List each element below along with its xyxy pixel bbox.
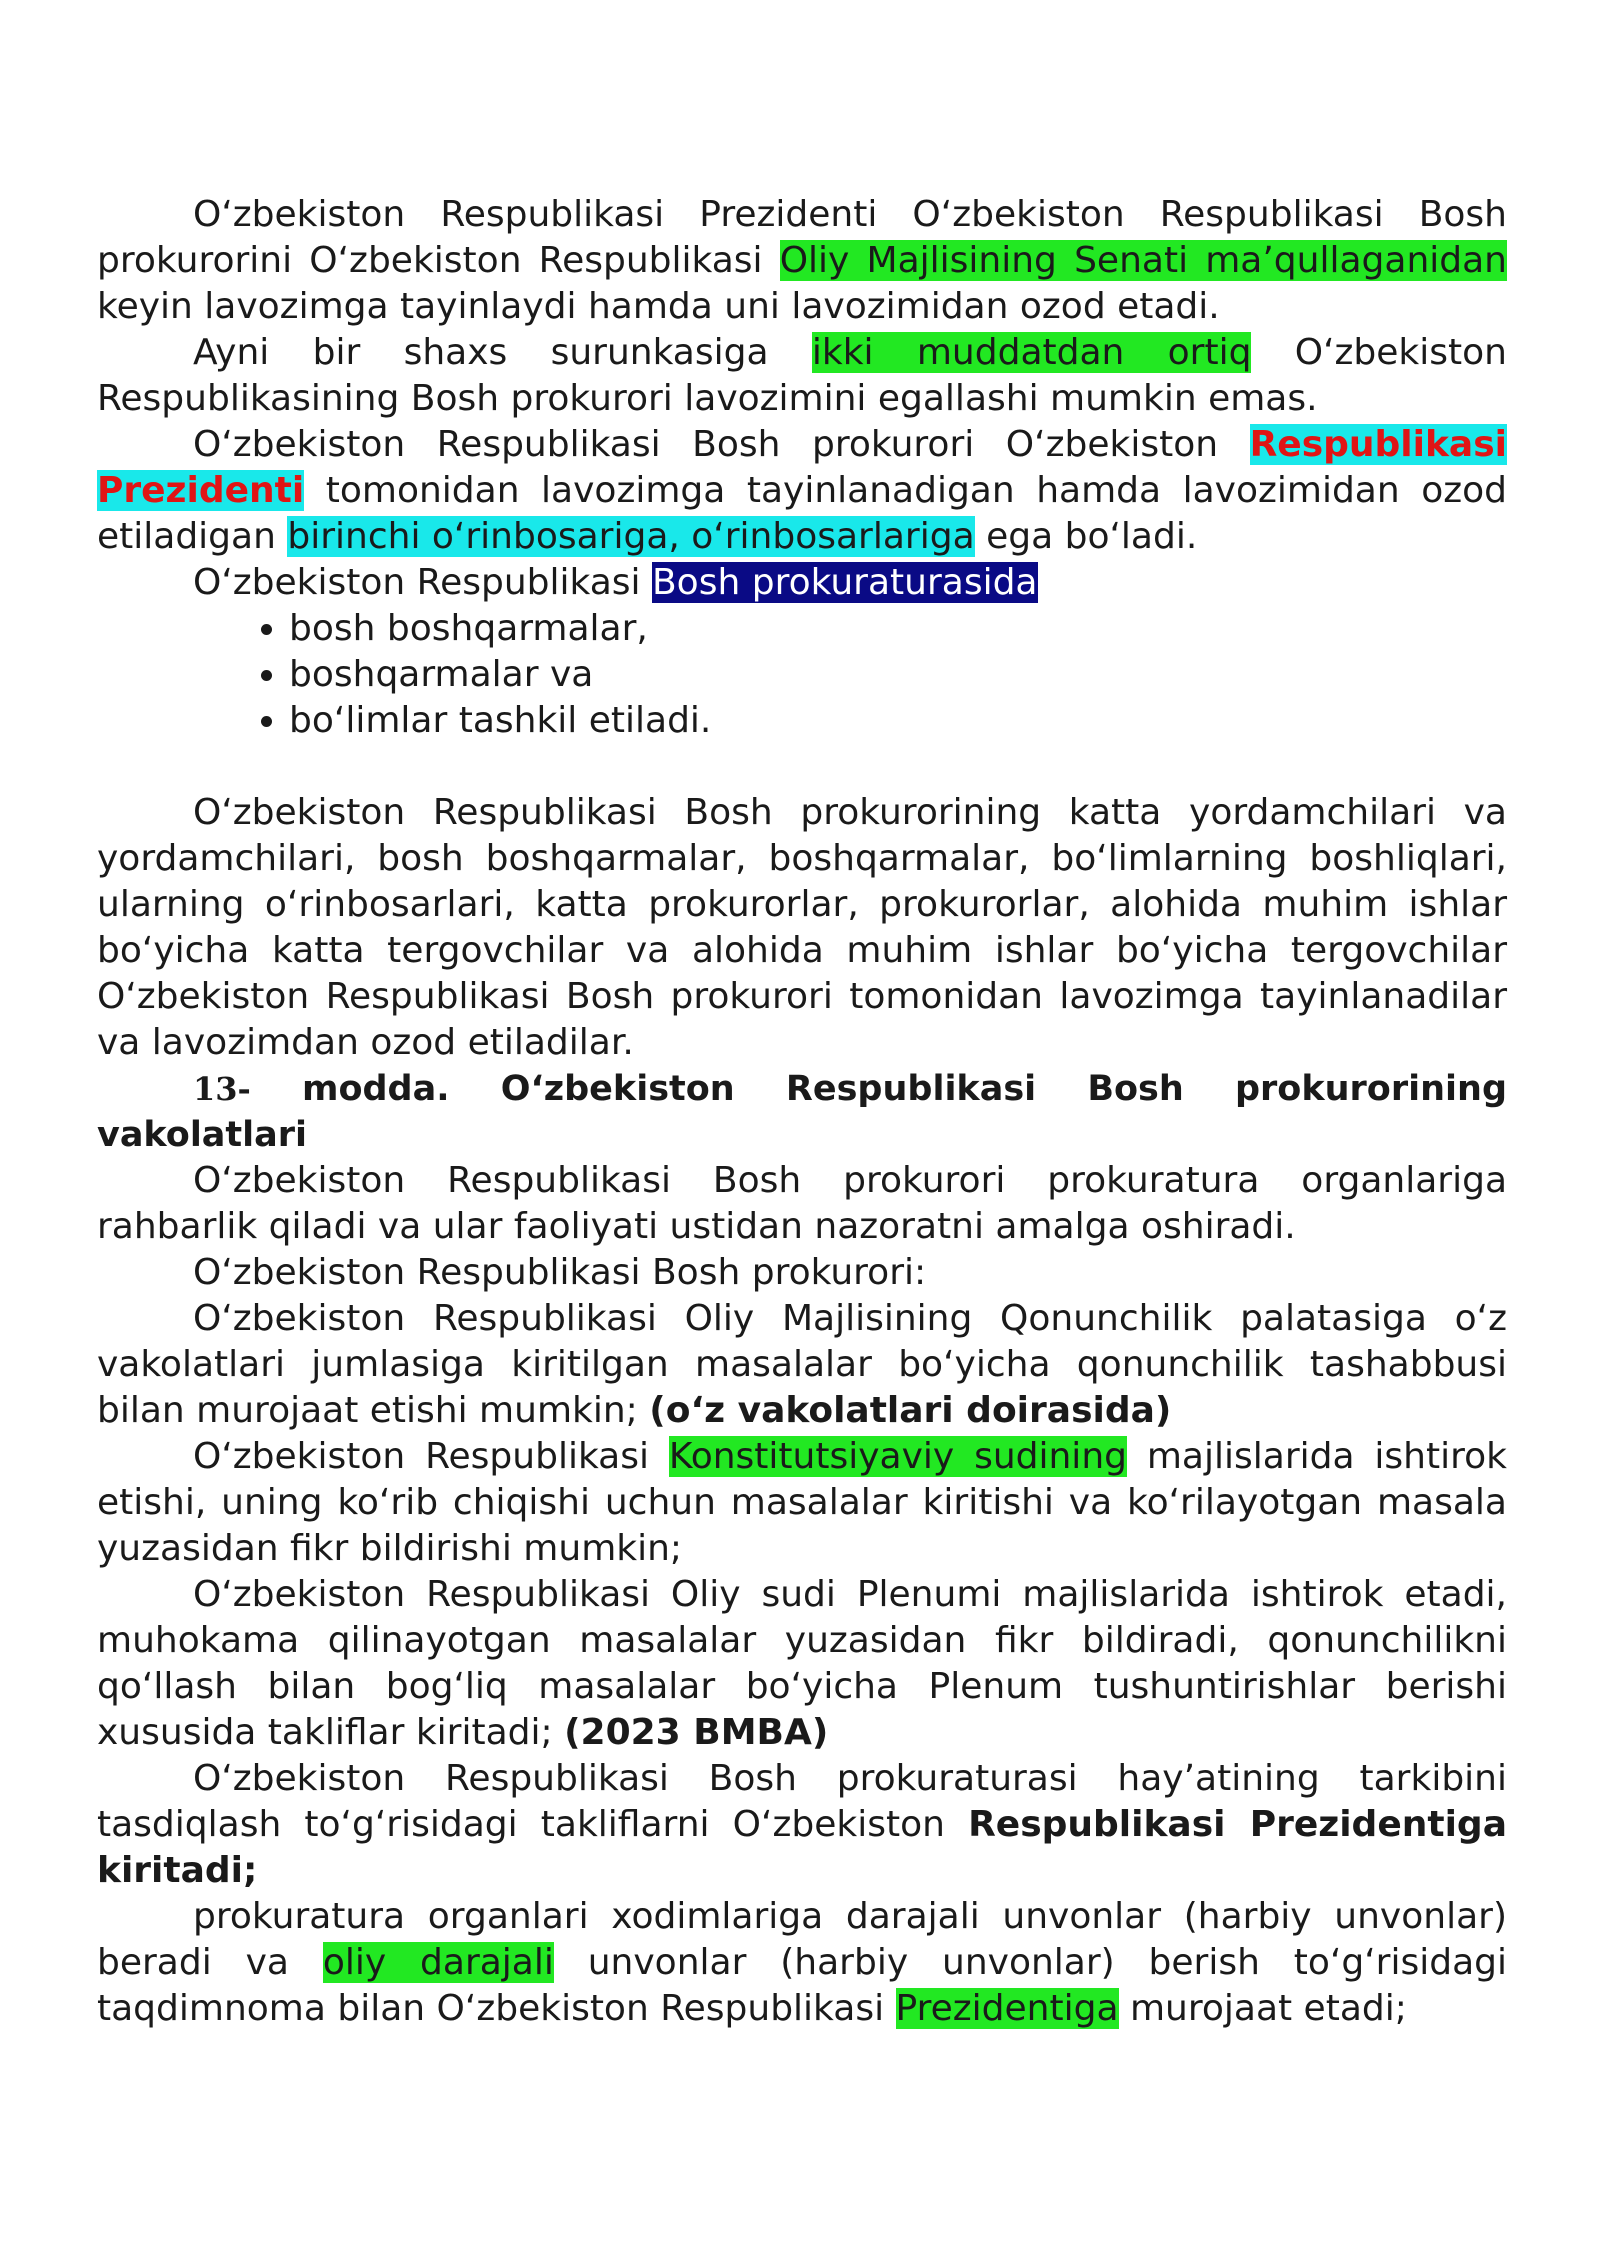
paragraph-leadership: O‘zbekiston Respublikasi Bosh prokurori prokuratura organlariga rahbarlik qiladi va ular faoliyati ustidan nazoratni amalga oshiradi. [97,1160,1507,1247]
paragraph-structure [97,560,1507,606]
highlight-constitutional-court: Konstitutsiyaviy sudining [668,1436,1127,1477]
highlight-high-rank: oliy darajali [322,1942,554,1983]
text: keyin lavozimga tayinlaydi hamda uni lavozimidan ozod etadi. [97,286,1220,327]
text: prokuratura organlari xodimlariga darajali unvonlar (harbiy unvonlar) beradi va [97,1896,1507,1983]
text: O‘zbekiston Respublikasi Oliy Majlisining Qonunchilik palatasiga o‘z vakolatlari jumlasiga kiritilgan masalalar bo‘yicha qonunchilik tashabbusi bilan murojaat etishi mumkin; [97,1298,1507,1431]
list-item: • boshqarmalar va [289,652,1507,698]
article-title: modda. O‘zbekiston Respublikasi Bosh prokurorining vakolatlari [97,1069,1507,1155]
text: ega bo‘ladi. [974,516,1198,557]
paragraph-supreme-court [97,1572,1507,1756]
text: O‘zbekiston Respublikasi Prezidenti O‘zbekiston Respublikasi Bosh prokurorini O‘zbekiston Respublikasi [97,194,1507,281]
text: O‘zbekiston Respublikasining Bosh prokurori lavozimini egallashi mumkin emas. [97,332,1507,419]
paragraph-appointment [97,192,1507,330]
highlight-president: Respublikasi Prezidenti [97,424,1507,511]
bold-note: (o‘z vakolatlari doirasida) [649,1390,1172,1431]
highlight-prosecutor-office: Bosh prokuraturasida [651,562,1038,603]
text: murojaat etadi; [1118,1988,1407,2029]
highlight-president: Prezidentiga [895,1988,1119,2029]
highlight-deputies: birinchi o‘rinbosariga, o‘rinbosarlariga [287,516,975,557]
paragraph-staff-appointment: O‘zbekiston Respublikasi Bosh prokurorining katta yordamchilari va yordamchilari, bosh boshqarmalar, boshqarmalar, bo‘limlarning boshliqlari, ularning o‘rinbosarlari, katta prokurorlar, prokurorlar, alohida muhim ishlar bo‘yicha katta tergovchilar va alohida muhim ishlar bo‘yicha tergovchilar O‘zbekiston Respublikasi Bosh prokurori tomonidan lavozimga tayinlanadilar va lavozimdan ozod etiladilar. [97,792,1507,1063]
structure-list [97,606,1507,744]
list-item: • bosh boshqarmalar, [289,606,1507,652]
paragraph-powers-intro: O‘zbekiston Respublikasi Bosh prokurori: [193,1252,927,1293]
highlight-two-terms: ikki muddatdan ortiq [811,332,1252,373]
paragraph-constitutional-court [97,1434,1507,1572]
paragraph-board [97,1756,1507,1894]
article-heading [97,1066,1507,1158]
bold-note: (2023 BMBA) [564,1712,829,1753]
text: O‘zbekiston Respublikasi [193,562,652,603]
paragraph-deputies [97,422,1507,560]
text: tomonidan lavozimga tayinlanadigan hamda lavozimidan ozod etiladigan [97,470,1507,557]
text: O‘zbekiston Respublikasi Oliy sudi Plenumi majlislarida ishtirok etadi, muhokama qilinayotgan masalalar yuzasidan fikr bildiradi, qonunchilikni qo‘llash bilan bog‘liq masalalar bo‘yicha Plenum tushuntirishlar berishi xususida takliflar kiritadi; [97,1574,1507,1753]
text: Ayni bir shaxs surunkasiga [193,332,812,373]
paragraph-ranks [97,1894,1507,2032]
text: unvonlar (harbiy unvonlar) berish to‘g‘risidagi taqdimnoma bilan O‘zbekiston Respublikasi [97,1942,1508,2029]
paragraph-term-limit [97,330,1507,422]
document-page [97,192,1507,2032]
paragraph-legislative-initiative [97,1296,1507,1434]
bold-note: Respublikasi Prezidentiga kiritadi; [97,1804,1507,1891]
list-item: • bo‘limlar tashkil etiladi. [289,698,1507,744]
highlight-senate: Oliy Majlisining Senati ma’qullaganidan [779,240,1508,281]
spacer [97,744,1507,790]
text: O‘zbekiston Respublikasi Bosh prokurori O‘zbekiston [193,424,1250,465]
text: majlislarida ishtirok etishi, uning ko‘rib chiqishi uchun masalalar kiritishi va ko‘rilayotgan masala yuzasidan fikr bildirishi mumkin; [97,1436,1507,1569]
text: O‘zbekiston Respublikasi Bosh prokuraturasi hay’atining tarkibini tasdiqlash to‘g‘risidagi takliflarni O‘zbekiston [97,1758,1507,1845]
text: O‘zbekiston Respublikasi [193,1436,669,1477]
article-number: 13- [193,1070,251,1108]
